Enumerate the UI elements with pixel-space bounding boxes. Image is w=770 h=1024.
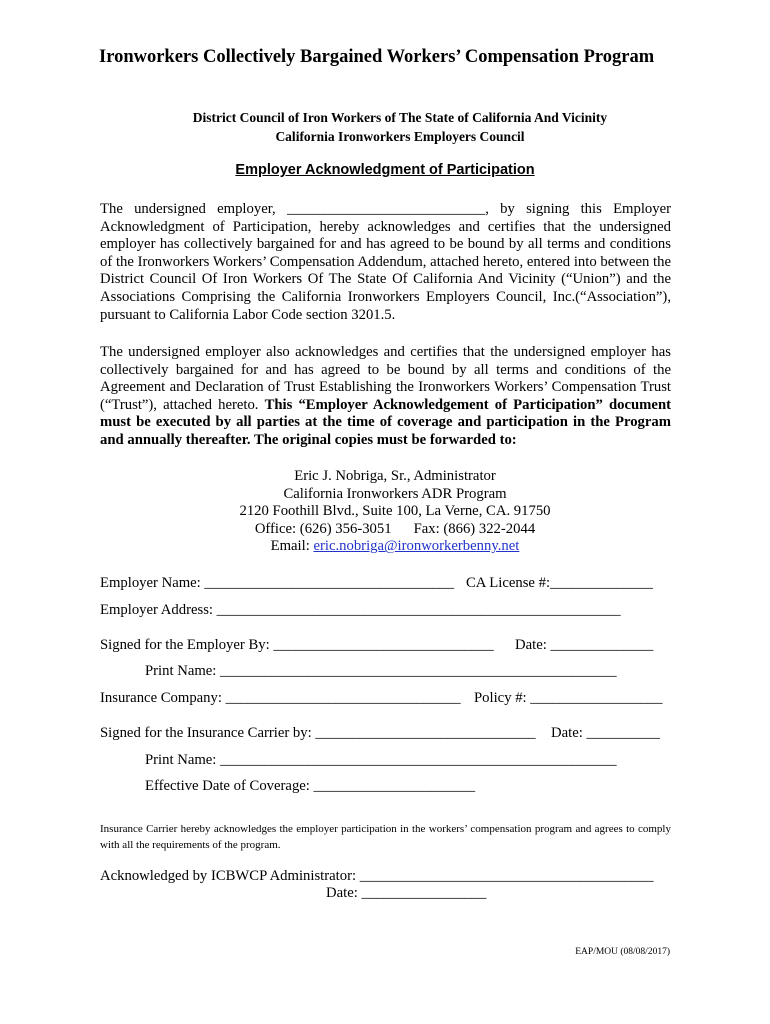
insurance-company-field[interactable]: Insurance Company: ________________________________ [100,690,461,706]
paragraph-acknowledgment: The undersigned employer, ___________________________, by signing this Employer Acknowledgment of Participation, hereby acknowledges and certifies that the undersigned employer has collectively bargained for and has agreed to be bound by all terms and conditions of the Ironworkers Workers’ Compensation Addendum, attached hereto, entered into between the District Council Of Iron Workers Of The State Of California And Vicinity (“Union”) and the Associations Comprising the California Ironworkers Employers Council, Inc.(“Association”), pursuant to California Labor Code section 3201.5. [100,201,671,323]
administrator-street: 2120 Foothill Blvd., Suite 100, La Verne, CA. 91750 [239,503,551,520]
paragraph-trust-text: The undersigned employer also acknowledges and certifies that the undersigned employer has collectively bargained for and has agreed to be bound by all terms and conditions of the Agreement and Declaration of Trust Establishing the Ironworkers Workers’ Compensation Trust (“Trust”), attached hereto. [100,344,671,413]
administrator-name: Eric J. Nobriga, Sr., Administrator [294,468,496,484]
office-phone: Office: (626) 356-3051 [254,520,392,537]
form-heading: Employer Acknowledgment of Participation [235,162,535,178]
employer-name-field[interactable]: Employer Name: __________________________________ [100,575,455,591]
email-label: Email: [270,538,310,555]
document-title: Ironworkers Collectively Bargained Workers’ Compensation Program [99,47,655,67]
effective-date-field[interactable]: Effective Date of Coverage: ______________________ [145,778,476,794]
icbwcp-date-field[interactable]: Date: _________________ [326,885,487,901]
administrator-email-line [160,538,630,556]
form-version-footer: EAP/MOU (08/08/2017) [575,947,670,957]
carrier-signature-field[interactable]: Signed for the Insurance Carrier by: ______________________________ [100,725,536,741]
subtitle-employers-council: California Ironworkers Employers Council [275,129,525,144]
carrier-date-field[interactable]: Date: __________ [551,725,660,741]
employer-print-name-field[interactable]: Print Name: ______________________________________________________ [145,663,617,679]
fax-number: Fax: (866) 322-2044 [413,520,536,537]
policy-number-field[interactable]: Policy #: __________________ [474,690,663,706]
employer-signature-field[interactable]: Signed for the Employer By: ______________________________ [100,637,494,653]
administrator-address-block [160,468,630,556]
employer-date-field[interactable]: Date: ______________ [515,637,654,653]
email-link[interactable]: eric.nobriga@ironworkerbenny.net [313,538,520,555]
administrator-phone-line [160,521,630,539]
employer-address-field[interactable]: Employer Address: _______________________________________________________ [100,602,621,618]
subtitle-district-council: District Council of Iron Workers of The State of California And Vicinity [192,110,608,125]
paragraph-trust [100,344,671,450]
icbwcp-administrator-signature-field[interactable]: Acknowledged by ICBWCP Administrator: ________________________________________ [100,868,654,884]
insurance-carrier-notice: Insurance Carrier hereby acknowledges the employer participation in the workers’ compensation program and agrees to comply with all the requirements of the program. [100,823,671,851]
carrier-print-name-field[interactable]: Print Name: ______________________________________________________ [145,752,617,768]
paragraph-trust-bold: This “Employer Acknowledgement of Participation” document must be executed by all parties at the time of coverage and participation in the Program and annually thereafter. The original copies must be forwarded to: [100,396,671,448]
ca-license-field[interactable]: CA License #:______________ [466,575,653,591]
administrator-org: California Ironworkers ADR Program [283,485,507,502]
